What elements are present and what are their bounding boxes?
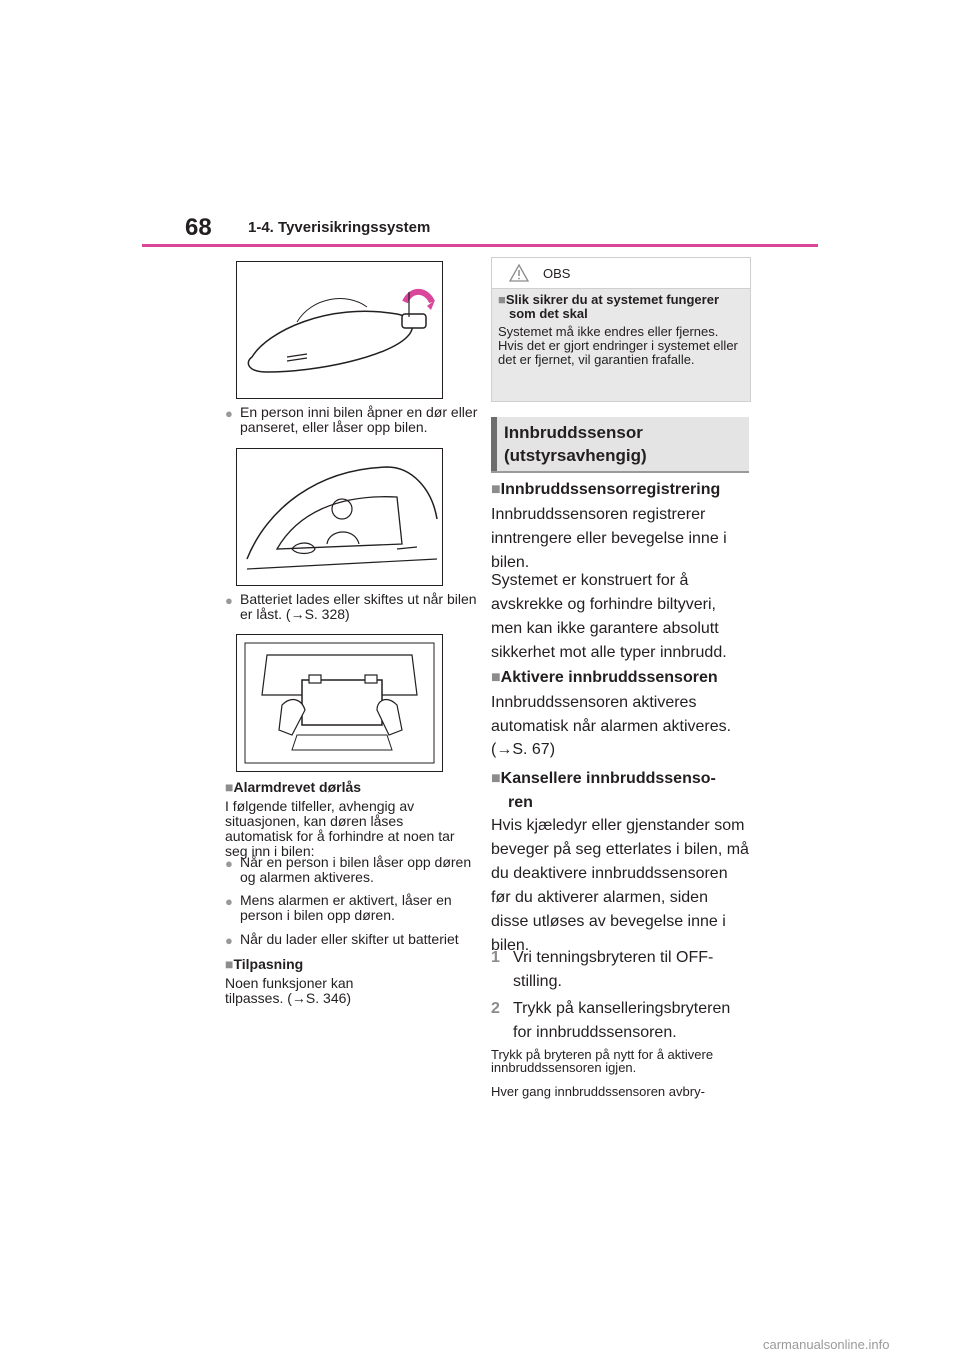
bullet-dot-icon: ● bbox=[225, 593, 233, 608]
registration-paragraph-1: Innbruddssensoren registrerer inntrengere eller bevegelse inne i bilen. bbox=[491, 506, 727, 571]
square-bullet-icon: ■ bbox=[491, 481, 501, 498]
watermark: carmanualsonline.info bbox=[763, 1337, 890, 1352]
alarm-bullet-unlock: ● Når en person i bilen låser opp døren og alarmen aktiveres. bbox=[225, 854, 472, 885]
bullet-door-open: ● En person inni bilen åpner en dør eller panseret, eller låser opp bilen. bbox=[225, 404, 478, 435]
alarm-bullet-battery: ● Når du lader eller skifter ut batteriet bbox=[225, 931, 459, 948]
step-1: 1 Vri tenningsbryteren til OFF-stilling. bbox=[491, 946, 749, 994]
square-bullet-icon: ■ bbox=[498, 292, 506, 307]
alarm-door-lock-intro: I følgende tilfeller, avhengig av situasjonen, kan døren låses automatisk for å forhindre at noen tar seg inn i bilen: bbox=[225, 798, 455, 859]
square-bullet-icon: ■ bbox=[491, 669, 501, 686]
customization-text: Noen funksjoner kan tilpasses. (→S. 346) bbox=[225, 975, 354, 1006]
registration-heading: ■Innbruddssensorregistrering bbox=[491, 481, 721, 498]
battery-illustration bbox=[236, 634, 443, 772]
notice-label: OBS bbox=[543, 266, 571, 281]
cancel-heading: ■Kansellere innbruddssenso- ren bbox=[491, 770, 716, 811]
alarm-bullet-active: ● Mens alarmen er aktivert, låser en person i bilen opp døren. bbox=[225, 892, 452, 923]
intrusion-sensor-heading: Innbruddssensor (utstyrsavhengig) bbox=[491, 417, 749, 473]
notice-header bbox=[492, 258, 750, 289]
header-rule bbox=[142, 244, 818, 247]
activate-reference: (→S. 67) bbox=[491, 741, 556, 758]
bullet-dot-icon: ● bbox=[225, 856, 233, 871]
bullet-battery: ● Batteriet lades eller skiftes ut når bilen er låst. (→S. 328) bbox=[225, 591, 477, 622]
door-handle-illustration bbox=[236, 261, 443, 399]
bullet-dot-icon: ● bbox=[225, 933, 233, 948]
square-bullet-icon: ■ bbox=[225, 779, 234, 795]
square-bullet-icon: ■ bbox=[225, 956, 234, 972]
cancel-paragraph: Hvis kjæledyr eller gjenstander som beveger på seg etterlates i bilen, må du deaktivere innbruddssensoren før du aktiverer alarmen, siden disse utløses av bevegelse inne i bilen. bbox=[491, 817, 749, 954]
heading-accent-bar bbox=[491, 417, 497, 471]
registration-paragraph-2: Systemet er konstruert for å avskrekke og forhindre biltyveri, men kan ikke garantere absolutt sikkerhet mot alle typer innbrudd. bbox=[491, 572, 727, 661]
note-reactivate: Trykk på bryteren på nytt for å aktivere innbruddssensoren igjen. bbox=[491, 1047, 714, 1075]
bullet-dot-icon: ● bbox=[225, 406, 233, 421]
section-title: 1-4. Tyverisikringssystem bbox=[248, 219, 431, 236]
warning-icon bbox=[508, 263, 530, 283]
activate-heading: ■Aktivere innbruddssensoren bbox=[491, 669, 718, 686]
person-in-car-illustration bbox=[236, 448, 443, 586]
notice-heading: ■Slik sikrer du at systemet fungerer som det skal bbox=[498, 292, 720, 321]
customization-heading: ■Tilpasning bbox=[225, 956, 304, 972]
notice-body bbox=[492, 289, 750, 401]
step-number: 2 bbox=[491, 1000, 500, 1017]
step-2: 2 Trykk på kanselleringsbryteren for innbruddssensoren. bbox=[491, 997, 749, 1045]
page-number: 68 bbox=[185, 214, 212, 241]
alarm-door-lock-heading: ■Alarmdrevet dørlås bbox=[225, 779, 362, 795]
square-bullet-icon: ■ bbox=[491, 770, 501, 787]
note-each-time: Hver gang innbruddssensoren avbry- bbox=[491, 1084, 705, 1099]
notice-text: Systemet må ikke endres eller fjernes. Hvis det er gjort endringer i systemet eller det er fjernet, vil garantien frafalle. bbox=[498, 324, 738, 367]
bullet-dot-icon: ● bbox=[225, 894, 233, 909]
activate-paragraph: Innbruddssensoren aktiveres automatisk når alarmen aktiveres. bbox=[491, 694, 732, 735]
notice-box bbox=[491, 257, 751, 402]
step-number: 1 bbox=[491, 949, 500, 966]
